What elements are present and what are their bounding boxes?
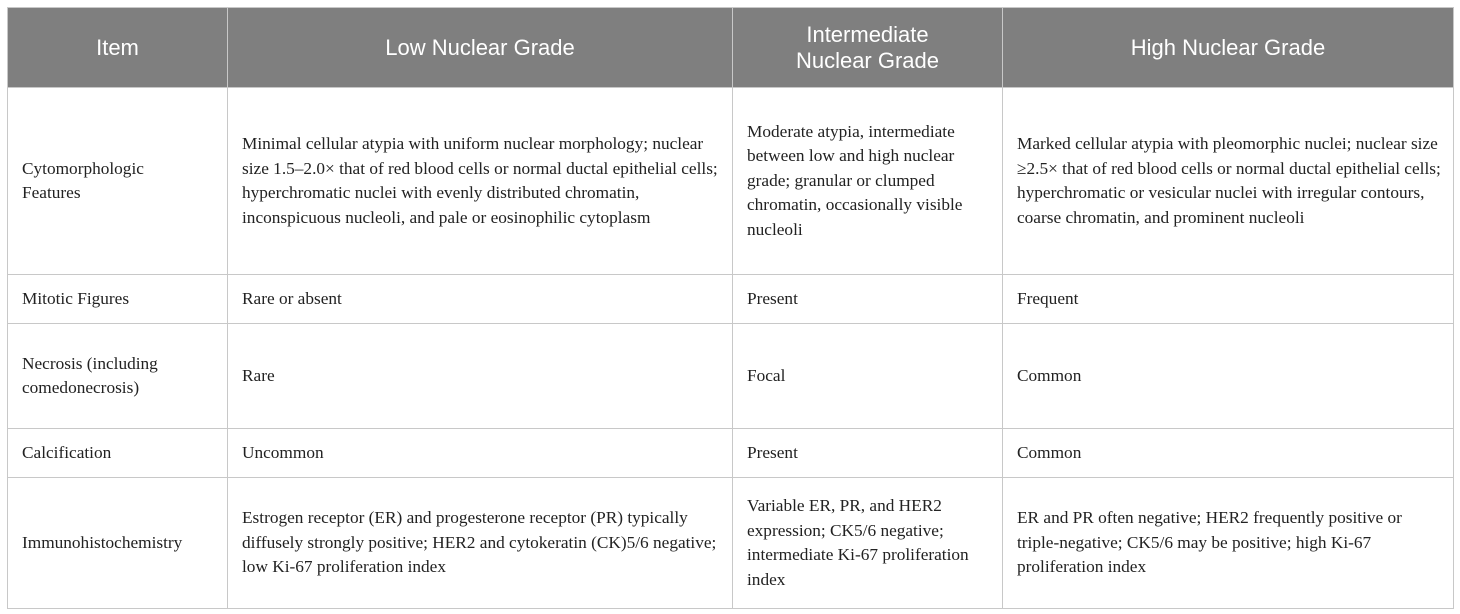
row-label: Cytomorphologic Features xyxy=(8,88,228,275)
cell-high: Common xyxy=(1003,324,1454,429)
table-row xyxy=(8,275,1454,324)
cell-intermediate: Variable ER, PR, and HER2 expression; CK5/6 negative; intermediate Ki-67 proliferation index xyxy=(733,478,1003,609)
table-row xyxy=(8,478,1454,609)
cell-intermediate: Present xyxy=(733,275,1003,324)
table-row xyxy=(8,324,1454,429)
cell-low: Estrogen receptor (ER) and progesterone receptor (PR) typically diffusely strongly positive; HER2 and cytokeratin (CK)5/6 negative; low Ki-67 proliferation index xyxy=(228,478,733,609)
row-label: Mitotic Figures xyxy=(8,275,228,324)
header-intermediate-grade: Intermediate Nuclear Grade xyxy=(733,8,1003,88)
cell-intermediate: Focal xyxy=(733,324,1003,429)
row-label: Immunohistochemistry xyxy=(8,478,228,609)
nuclear-grade-table xyxy=(7,7,1454,609)
cell-intermediate: Moderate atypia, intermediate between low and high nuclear grade; granular or clumped chromatin, occasionally visible nucleoli xyxy=(733,88,1003,275)
cell-low: Rare or absent xyxy=(228,275,733,324)
header-row xyxy=(8,8,1454,88)
cell-low: Uncommon xyxy=(228,429,733,478)
cell-intermediate: Present xyxy=(733,429,1003,478)
cell-high: Marked cellular atypia with pleomorphic nuclei; nuclear size ≥2.5× that of red blood cells or normal ductal epithelial cells; hyperchromatic or vesicular nuclei with irregular contours, coarse chromatin, and prominent nucleoli xyxy=(1003,88,1454,275)
cell-high: ER and PR often negative; HER2 frequently positive or triple-negative; CK5/6 may be positive; high Ki-67 proliferation index xyxy=(1003,478,1454,609)
cell-high: Common xyxy=(1003,429,1454,478)
table-row xyxy=(8,429,1454,478)
table-row xyxy=(8,88,1454,275)
cell-high: Frequent xyxy=(1003,275,1454,324)
row-label: Calcification xyxy=(8,429,228,478)
cell-low: Minimal cellular atypia with uniform nuclear morphology; nuclear size 1.5–2.0× that of red blood cells or normal ductal epithelial cells; hyperchromatic nuclei with evenly distributed chromatin, inconspicuous nucleoli, and pale or eosinophilic cytoplasm xyxy=(228,88,733,275)
row-label: Necrosis (including comedonecrosis) xyxy=(8,324,228,429)
cell-low: Rare xyxy=(228,324,733,429)
header-item: Item xyxy=(8,8,228,88)
header-high-grade: High Nuclear Grade xyxy=(1003,8,1454,88)
header-low-grade: Low Nuclear Grade xyxy=(228,8,733,88)
